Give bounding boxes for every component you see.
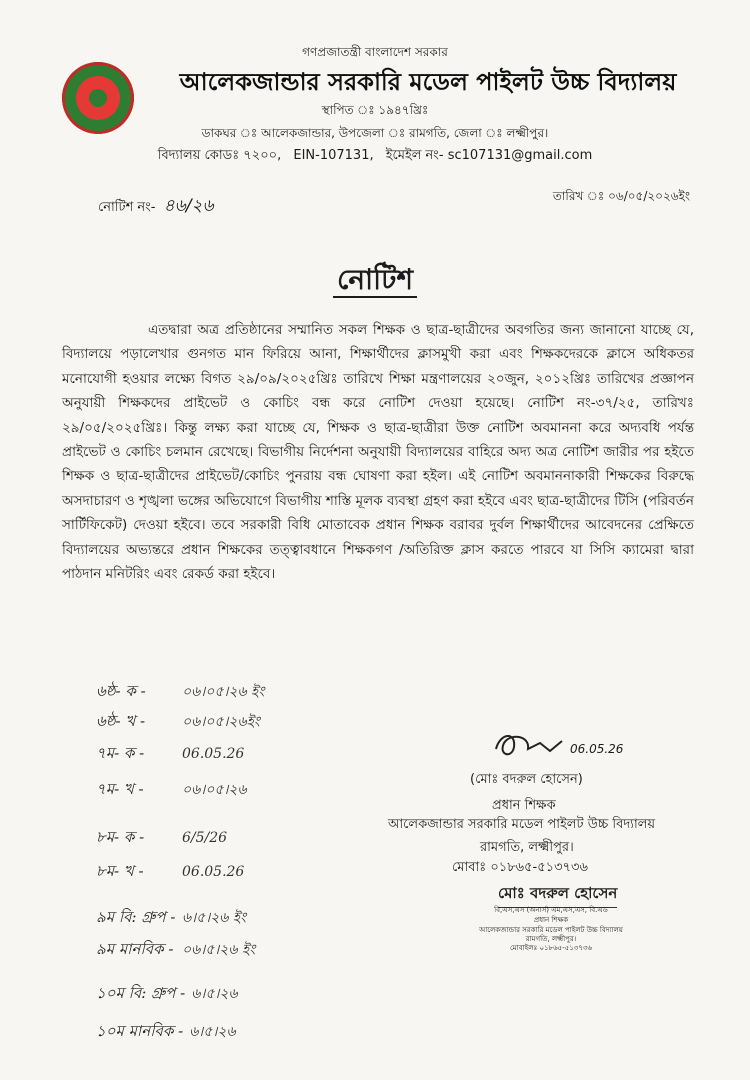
stamp-line: বি,এস,এস (অনার্স) এম,এস,এস, বি.এড: [494, 906, 608, 914]
ack-row: ৯ম বি: গ্রুপ - ৬।৫।২৬ ইং: [96, 908, 247, 926]
signatory-name: (মোঃ বদরুল হোসেন): [470, 772, 583, 787]
signatory-phone: মোবাঃ ০১৮৬৫-৫১৩৭৩৬: [452, 860, 588, 875]
ack-row: ৭ম- খ - ০৬।০৫।২৬: [96, 780, 247, 798]
ack-row: ৯ম মানবিক - ০৬।৫।২৬ ইং: [96, 940, 256, 958]
signatory-school: আলেকজান্ডার সরকারি মডেল পাইলট উচ্চ বিদ্যালয়: [388, 817, 656, 832]
stamp-line: আলেকজান্ডার সরকারি মডেল পাইলট উচ্চ বিদ্যালয়: [479, 926, 623, 934]
signatory-location: রামগতি, লক্ষ্মীপুর।: [480, 840, 574, 855]
signatory-title: প্রধান শিক্ষক: [492, 798, 556, 813]
notice-heading-text: নোটিশ: [333, 263, 417, 298]
notice-date: তারিখ ঃ ০৬/০৫/২০২৬ইং: [552, 189, 690, 203]
notice-body: এতদ্বারা অত্র প্রতিষ্ঠানের সম্মানিত সকল শিক্ষক ও ছাত্র-ছাত্রীদের অবগতির জন্য জানানো যাচ্ছে যে, বিদ্যালয়ে পড়ালেখার গুনগত মান ফিরিয়ে আনা, শিক্ষার্থীদের ক্লাসমুখী করা এবং শিক্ষকদেরকে ক্লাসে অধিকতর মনোযোগী হওয়ার লক্ষ্যে বিগত ২৯/০৯/২০২৫খ্রিঃ তারিখে শিক্ষা মন্ত্রণালয়ের ২০জুন, ২০১২খ্রিঃ তারিখের প্রজ্ঞাপন অনুযায়ী শিক্ষকদের প্রাইভেট ও কোচিং বন্ধ করে নোটিশ দেওয়া হয়েছে। নোটিশ নং-৩৭/২৫, তারিখঃ ২৯/০৫/২০২৫খ্রিঃ। কিন্তু লক্ষ্য করা যাচ্ছে যে, শিক্ষক ও ছাত্র-ছাত্রীরা উক্ত নোটিশ অবমাননা করে অদ্যবধি পর্যন্ত প্রাইভেট ও কোচিং চলমান রেখেছে। বিভাগীয় নির্দেশনা অনুযায়ী বিদ্যালয়ের বাহিরে অদ্য অত্র নোটিশ জারীর পর হইতে শিক্ষক ও ছাত্র-ছাত্রীদের প্রাইভেট/কোচিং পুনরায় বন্ধ ঘোষণা করা হইল। এই নোটিশ অবমাননাকারী শিক্ষকের বিরুদ্ধে অসদাচারণ ও শৃঙ্খলা ভঙ্গের অভিযোগে বিভাগীয় শাস্তি মূলক ব্যবস্থা গ্রহণ করা হইবে এবং ছাত্র-ছাত্রীদের টিসি (পরিবর্তন সার্টিফিকেট) দেওয়া হইবে। তবে সরকারী বিধি মোতাবেক প্রধান শিক্ষক বরাবর দুর্বল শিক্ষার্থীদের আবেদনের প্রেক্ষিতে বিদ্যালয়ের অভ্যন্তরে প্রধান শিক্ষকের তত্ত্বাবধানে শিক্ষকগণ /অতিরিক্ত ক্লাস করতে পারবে যা সিসি ক্যামেরা দ্বারা পাঠদান মনিটরিং এবং রেকর্ড করা হইবে।: [62, 322, 694, 583]
ack-row: ৮ম- খ - 06.05.26: [96, 862, 245, 880]
headmaster-signature-icon: [490, 725, 570, 765]
ack-row: ১০ম মানবিক - ৬।৫।২৬: [96, 1022, 236, 1040]
government-line: গণপ্রজাতন্ত্রী বাংলাদেশ সরকার: [302, 45, 448, 59]
ack-row: ৬ষ্ঠ- ক - ০৬।০৫।২৬ ইং: [96, 682, 265, 700]
ein: EIN-107131,: [293, 148, 374, 163]
stamp-name: মোঃ বদরুল হোসেন: [498, 882, 617, 908]
stamp-line: রামগতি, লক্ষ্মীপুর।: [525, 935, 577, 943]
official-stamp: [436, 882, 666, 954]
ack-row: ৬ষ্ঠ- খ - ০৬।০৫।২৬ইং: [96, 712, 260, 730]
ack-row: ৮ম- ক - 6/5/26: [96, 828, 228, 846]
notice-number: [98, 193, 214, 221]
ack-row: ১০ম বি: গ্রুপ - ৬।৫।২৬: [96, 984, 238, 1002]
ack-row: ৭ম- ক - 06.05.26: [96, 744, 245, 762]
email: ইমেইল নং- sc107131@gmail.com: [385, 148, 593, 163]
notice-number-value: ৪৬/২৬: [163, 196, 214, 216]
signature-date: 06.05.26: [570, 742, 624, 756]
notice-heading: [0, 258, 750, 305]
notice-number-label: নোটিশ নং-: [98, 200, 156, 215]
contact-line: [0, 146, 750, 167]
address-line: ডাকঘর ঃ আলেকজান্ডার, উপজেলা ঃ রামগতি, জেলা ঃ লক্ষ্মীপুর।: [201, 126, 549, 140]
school-name: আলেকজান্ডার সরকারি মডেল পাইলট উচ্চ বিদ্যালয়: [179, 68, 677, 96]
stamp-line: মোবাইলঃ ০১৮৬৫-৫১৩৭৩৬: [509, 944, 593, 952]
established-line: স্থাপিত ঃ ১৯৪৭খ্রিঃ: [321, 103, 429, 117]
school-code: বিদ্যালয় কোডঃ ৭২০০,: [157, 148, 282, 163]
stamp-line: প্রধান শিক্ষক: [533, 916, 569, 924]
